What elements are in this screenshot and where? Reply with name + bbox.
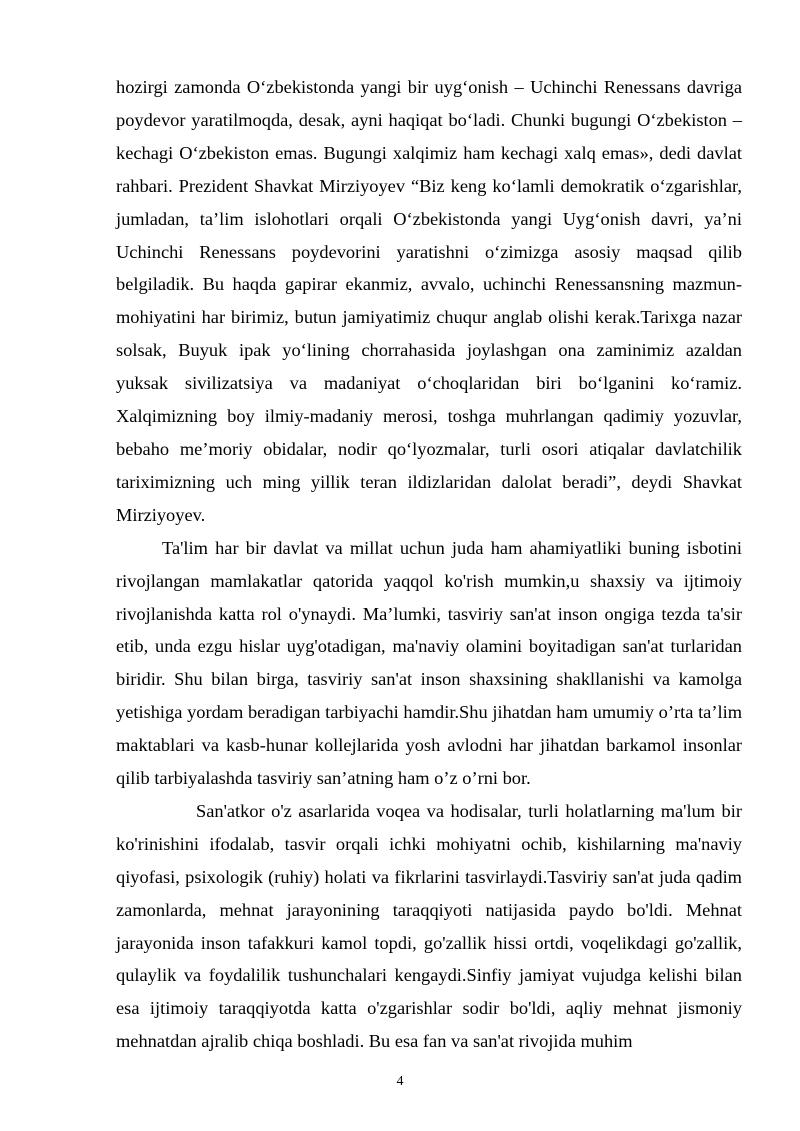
paragraph-2: Ta'lim har bir davlat va millat uchun juda ham ahamiyatliki buning isbotini rivojlangan mamlakatlar qatorida yaqqol ko'rish mumkin,u shaxsiy va ijtimoiy rivojlanishda katta rol o'ynaydi. Ma’lumki, tasviriy san'at inson ongiga tezda ta'sir etib, unda ezgu hislar uyg'otadigan, ma'naviy olamini boyitadigan san'at turlaridan biridir. Shu bilan birga, tasviriy san'at inson shaxsining shakllanishi va kamolga yetishiga yordam beradigan tarbiyachi hamdir.Shu jihatdan ham umumiy o’rta ta’lim maktablari va kasb-hunar kollejlarida yosh avlodni har jihatdan barkamol insonlar qilib tarbiyalashda tasviriy san’atning ham o’z o’rni bor. (116, 537, 742, 789)
page-number: 4 (396, 1074, 404, 1089)
body-text (116, 71, 742, 1058)
paragraph-3: San'atkor o'z asarlarida voqea va hodisalar, turli holatlarning ma'lum bir ko'rinishini ifodalab, tasvir orqali ichki mohiyatni ochib, kishilarning ma'naviy qiyofasi, psixologik (ruhiy) holati va fikrlarini tasvirlaydi.Tasviriy san'at juda qadim zamonlarda, mehnat jarayonining taraqqiyoti natijasida paydo bo'ldi. Mehnat jarayonida inson tafakkuri kamol topdi, go'zallik hissi ortdi, voqelikdagi go'zallik, qulaylik va foydalilik tushunchalari kengaydi.Sinfiy jamiyat vujudga kelishi bilan esa ijtimoiy taraqqiyotda katta o'zgarishlar sodir bo'ldi, aqliy mehnat jismoniy mehnatdan ajralib chiqa boshladi. Bu esa fan va san'at rivojida muhim (116, 800, 742, 1052)
paragraph-1: hozirgi zamonda O‘zbekistonda yangi bir uyg‘onish – Uchinchi Renessans davriga poydevor yaratilmoqda, desak, ayni haqiqat bo‘ladi. Chunki bugungi O‘zbekiston – kechagi O‘zbekiston emas. Bugungi xalqimiz ham kechagi xalq emas», dedi davlat rahbari. Prezident Shavkat Mirziyoyev “Biz keng ko‘lamli demokratik o‘zgarishlar, jumladan, ta’lim islohotlari orqali O‘zbekistonda yangi Uyg‘onish davri, ya’ni Uchinchi Renessans poydevorini yaratishni o‘zimizga asosiy maqsad qilib belgiladik. Bu haqda gapirar ekanmiz, avvalo, uchinchi Renessansning mazmun-mohiyatini har birimiz, butun jamiyatimiz chuqur anglab olishi kerak.Tarixga nazar solsak, Buyuk ipak yo‘lining chorrahasida joylashgan ona zaminimiz azaldan yuksak sivilizatsiya va madaniyat o‘choqlaridan biri bo‘lganini ko‘ramiz. Xalqimizning boy ilmiy-madaniy merosi, toshga muhrlangan qadimiy yozuvlar, bebaho me’moriy obidalar, nodir qo‘lyozmalar, turli osori atiqalar davlatchilik tariximizning uch ming yillik teran ildizlaridan dalolat beradi”, deydi Shavkat Mirziyoyev. (116, 77, 742, 525)
